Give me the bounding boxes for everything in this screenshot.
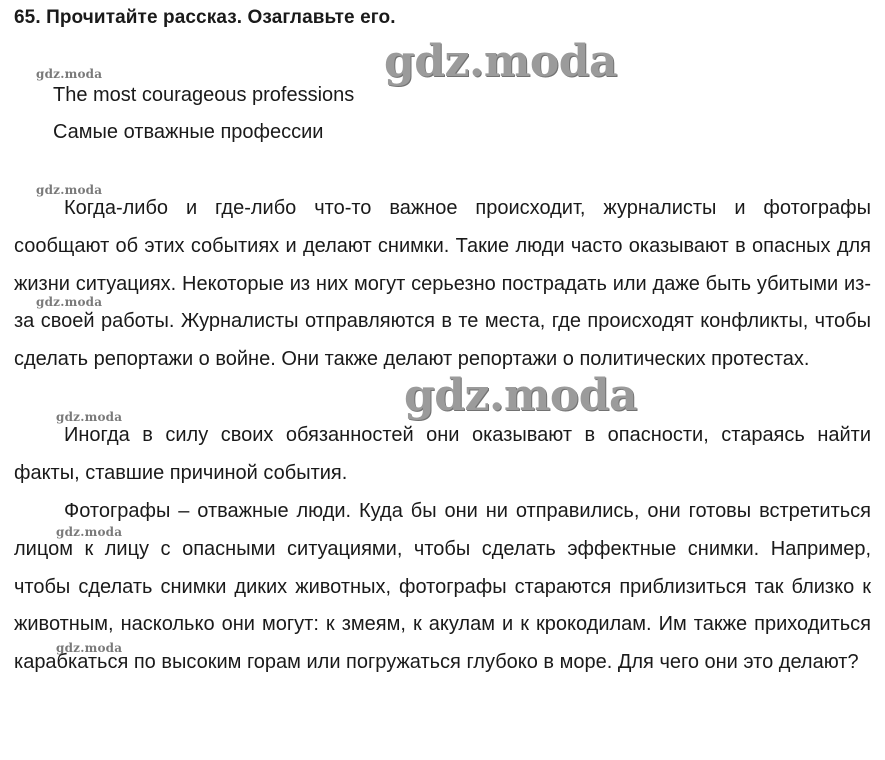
watermark-small: gdz.moda <box>36 295 103 309</box>
paragraph-photographers: Фотографы – отважные люди. Куда бы они ни отправились, они готовы встретиться лицом к лицу с опасными ситуациями, чтобы сделать эффектные снимки. Например, чтобы сделать снимки диких животных, фотографы стараются приблизиться так близко к животным, насколько они могут: к змеям, к акулам и к крокодилам. Им также приходиться карабкаться по высоким горам или погружаться глубоко в море. Для чего они это делают? <box>14 500 871 674</box>
watermark-small: gdz.moda <box>36 67 103 81</box>
watermark-small: gdz.moda <box>56 410 123 424</box>
story-title-english: The most courageous professions <box>53 84 355 106</box>
watermark-small: gdz.moda <box>56 525 123 539</box>
watermark-large: gdz.moda <box>404 370 638 421</box>
watermark-large: gdz.moda <box>384 36 618 87</box>
paragraph-journalists: Когда-либо и где-либо что-то важное происходит, журналисты и фотографы сообщают об этих событиях и делают снимки. Такие люди часто оказывают в опасных для жизни ситуациях. Некоторые из них могут серьезно пострадать или даже быть убитыми из-за своей работы. Журналисты отправляются в те места, где происходят конфликты, чтобы сделать репортажи о войне. Они также делают репортажи о политических протестах. <box>14 197 871 371</box>
watermark-small: gdz.moda <box>56 641 123 655</box>
story-title-russian: Самые отважные профессии <box>53 121 324 143</box>
paragraph-duties: Иногда в силу своих обязанностей они оказывают в опасности, стараясь найти факты, ставшие причиной события. <box>14 424 871 484</box>
watermark-small: gdz.moda <box>36 183 103 197</box>
exercise-heading: 65. Прочитайте рассказ. Озаглавьте его. <box>14 7 396 28</box>
